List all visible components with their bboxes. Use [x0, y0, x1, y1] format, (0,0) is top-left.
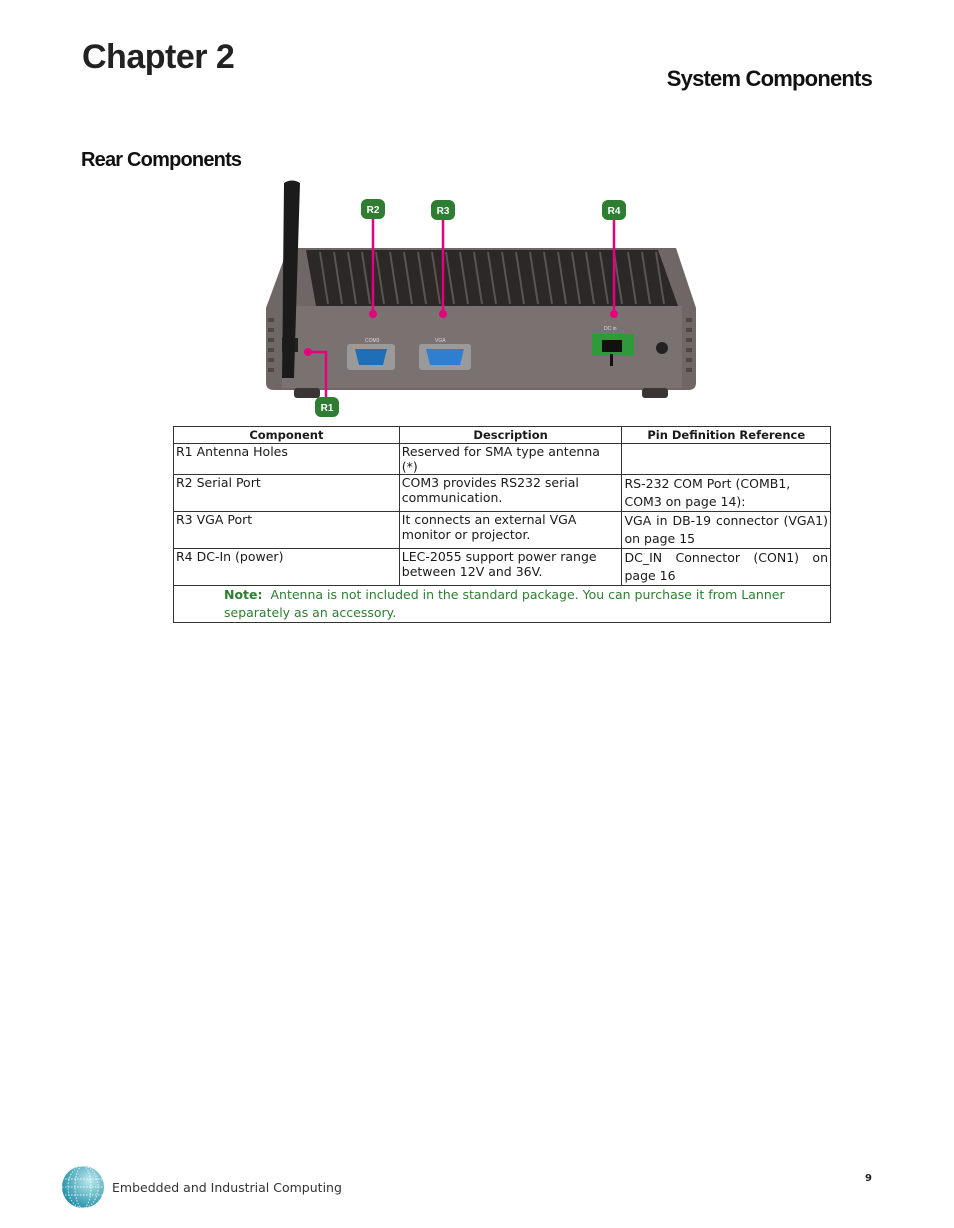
note-row — [174, 586, 831, 623]
svg-text:VGA: VGA — [435, 338, 446, 344]
section-title: System Components — [666, 66, 872, 91]
callout-r1 — [315, 397, 339, 417]
table-row — [174, 475, 831, 512]
rear-panel-figure — [258, 178, 704, 422]
note-text: Antenna is not included in the standard package. You can purchase it from Lanner separately as an accessory. — [224, 587, 785, 620]
header-component: Component — [174, 427, 400, 444]
cell-component: R4 DC-In (power) — [174, 549, 400, 586]
callout-r4 — [602, 200, 626, 220]
note-cell — [174, 586, 831, 623]
table-row — [174, 444, 831, 475]
company-tagline: Embedded and Industrial Computing — [112, 1180, 342, 1195]
cell-component: R1 Antenna Holes — [174, 444, 400, 475]
subsection-title: Rear Components — [81, 149, 242, 171]
callout-r3 — [431, 200, 455, 220]
svg-text:R1: R1 — [320, 403, 334, 414]
page-number: 9 — [865, 1173, 872, 1184]
svg-text:R4: R4 — [607, 206, 621, 217]
chapter-title: Chapter 2 — [82, 38, 235, 76]
cell-component: R3 VGA Port — [174, 512, 400, 549]
svg-text:R2: R2 — [366, 205, 380, 216]
cell-description: Reserved for SMA type antenna (*) — [399, 444, 622, 475]
svg-text:COM3: COM3 — [365, 338, 380, 344]
header-description: Description — [399, 427, 622, 444]
cell-description: It connects an external VGA monitor or projector. — [399, 512, 622, 549]
table-row — [174, 512, 831, 549]
cell-reference: RS-232 COM Port (COMB1, COM3 on page 14): — [622, 475, 831, 512]
header-pin-reference: Pin Definition Reference — [622, 427, 831, 444]
cell-description: LEC-2055 support power range between 12V and 36V. — [399, 549, 622, 586]
rear-components-table — [173, 426, 831, 623]
cell-description: COM3 provides RS232 serial communication. — [399, 475, 622, 512]
cell-reference: VGA in DB-19 connector (VGA1) on page 15 — [622, 512, 831, 549]
svg-text:R3: R3 — [436, 206, 450, 217]
callout-r2 — [361, 199, 385, 219]
svg-text:DC in: DC in — [604, 326, 617, 332]
panel-button-icon — [656, 342, 668, 354]
lanner-globe-icon — [60, 1164, 106, 1210]
cell-reference: DC_IN Connector (CON1) on page 16 — [622, 549, 831, 586]
cell-component: R2 Serial Port — [174, 475, 400, 512]
table-row — [174, 549, 831, 586]
table-header-row — [174, 427, 831, 444]
cell-reference — [622, 444, 831, 475]
note-label: Note: — [224, 587, 263, 602]
